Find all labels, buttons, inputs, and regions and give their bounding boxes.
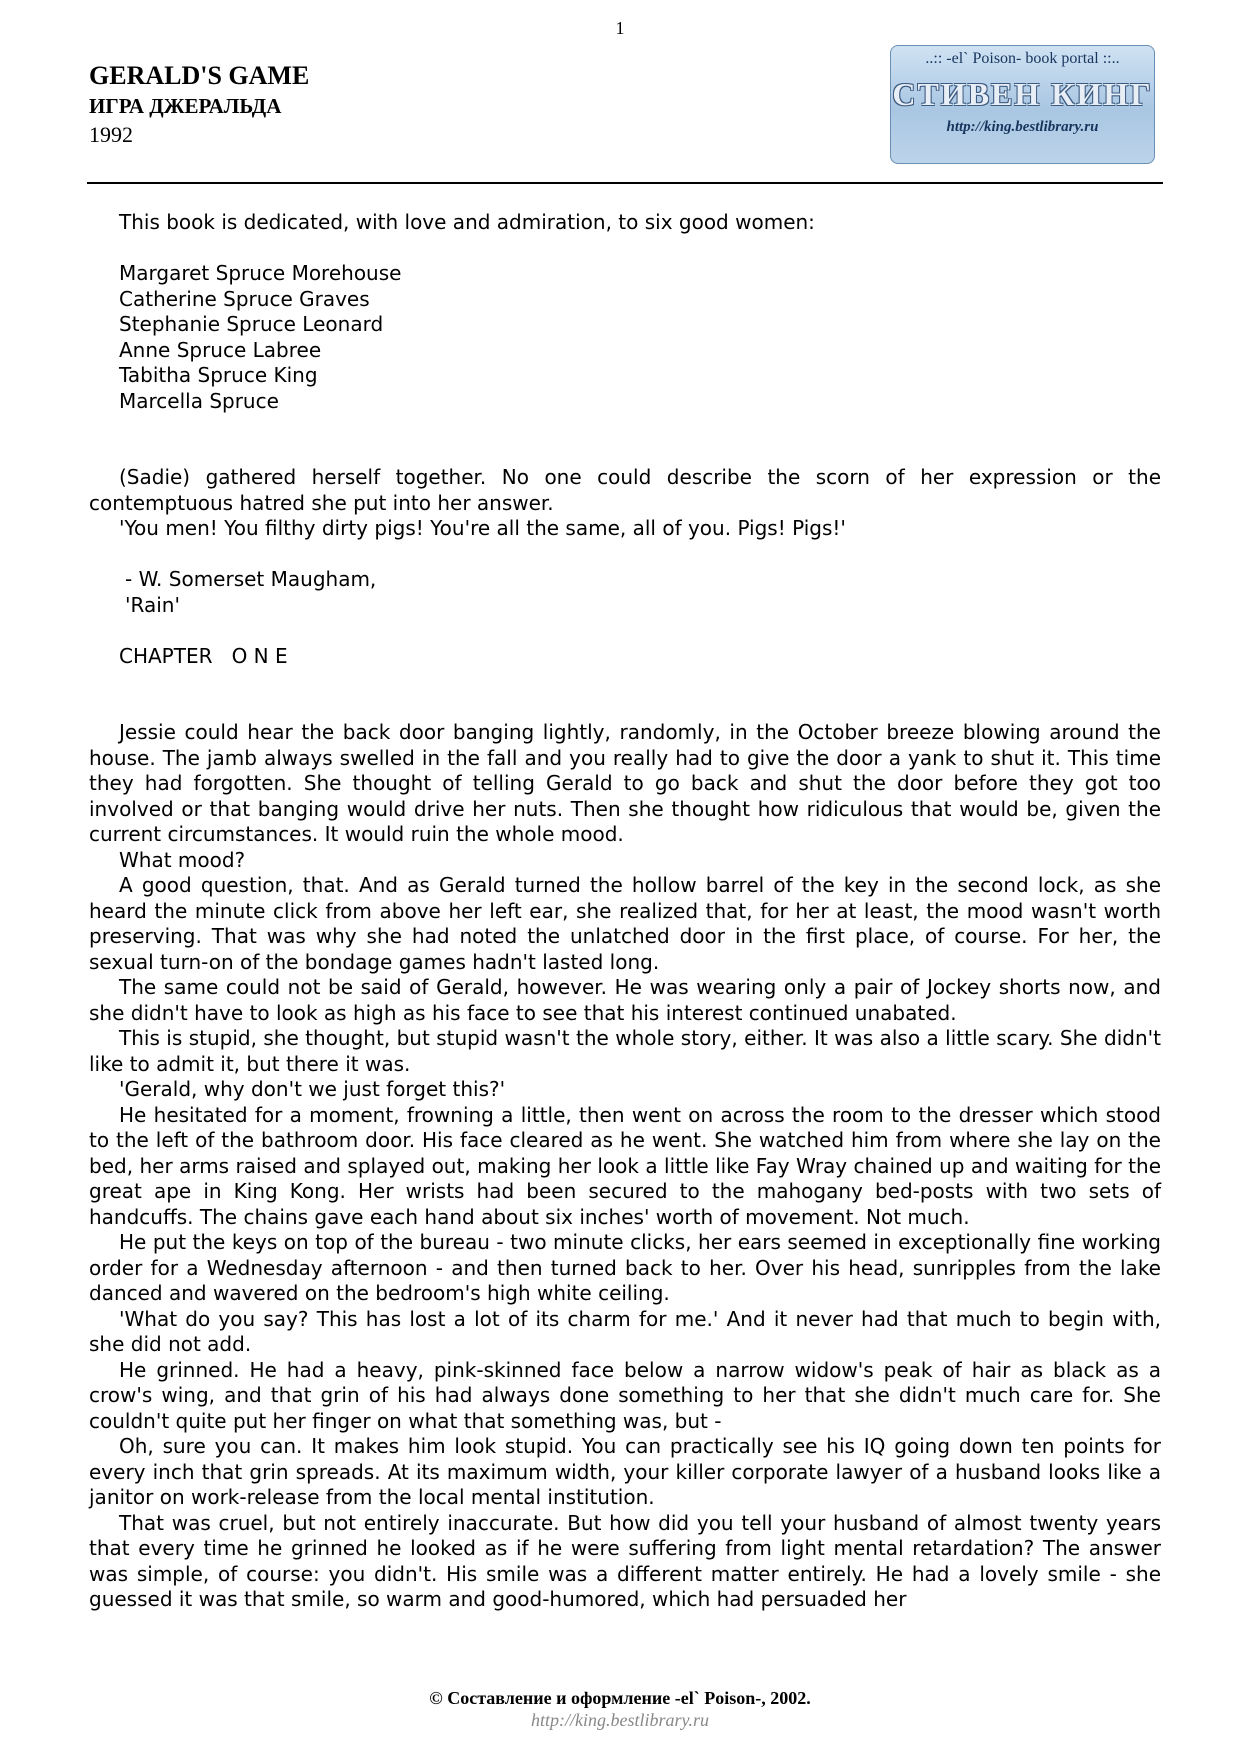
chapter-heading: CHAPTER O N E <box>119 643 288 668</box>
epigraph-quote: 'You men! You filthy dirty pigs! You're all the same, all of you. Pigs! Pigs!' <box>119 516 846 540</box>
body-paragraph: He grinned. He had a heavy, pink-skinned face below a narrow widow's peak of hair as black as a crow's wing, and that grin of his had always done something to her that she didn't much care for. She couldn't quite put her finger on what that something was, but - <box>89 1357 1161 1433</box>
dedication-intro: This book is dedicated, with love and admiration, to six good women: <box>119 210 815 234</box>
dedication-name: Margaret Spruce Morehouse <box>119 261 402 285</box>
dedication-name: Stephanie Spruce Leonard <box>119 312 384 336</box>
logo-url-text: http://king.bestlibrary.ru <box>946 119 1099 135</box>
spacer <box>89 542 1161 568</box>
dedication-name: Tabitha Spruce King <box>119 363 318 387</box>
epigraph-author: - W. Somerset Maugham, <box>125 567 377 591</box>
dedication-name: Marcella Spruce <box>119 388 279 413</box>
dedication-name: Catherine Spruce Graves <box>119 286 370 311</box>
page-number: 1 <box>615 18 625 38</box>
body-paragraph: 'Gerald, why don't we just forget this?' <box>119 1077 506 1101</box>
spacer <box>89 236 1161 262</box>
body-paragraph: That was cruel, but not entirely inaccurate. But how did you tell your husband of almost twenty years that every time he grinned he looked as if he were suffering from light mental retardation? The answer was simple, of course: you didn't. His smile was a different matter entirely. He had a lovely smile - she guessed it was that smile, so warm and good-humored, which had persuaded her <box>89 1510 1161 1611</box>
body-paragraph: This is stupid, she thought, but stupid wasn't the whole story, either. It was also a little scary. She didn't like to admit it, but there it was. <box>89 1026 1161 1076</box>
body-paragraph: The same could not be said of Gerald, however. He was wearing only a pair of Jockey shorts now, and she didn't have to look as high as his face to see that his interest continued unabated. <box>89 975 1161 1025</box>
footer-url[interactable]: http://king.bestlibrary.ru <box>531 1710 709 1730</box>
body-paragraph: He hesitated for a moment, frowning a little, then went on across the room to the dresser which stood to the left of the bathroom door. His face cleared as he went. She watched him from where she lay on the bed, her arms raised and splayed out, making her look a little like Fay Wray chained up and waiting for the great ape in King Kong. Her wrists had been secured to the mahogany bed-posts with two sets of handcuffs. The chains gave each hand about six inches' worth of movement. Not much. <box>89 1102 1161 1229</box>
body-paragraph: Oh, sure you can. It makes him look stupid. You can practically see his IQ going down ten points for every inch that grin spreads. At its maximum width, your killer corporate lawyer of a husband looks like a janitor on work-release from the local mental institution. <box>89 1434 1161 1509</box>
header-divider <box>87 182 1163 184</box>
epigraph-work: 'Rain' <box>125 592 180 617</box>
logo-portal-text: ..:: -el` Poison- book portal ::.. <box>925 50 1120 67</box>
dedication-name: Anne Spruce Labree <box>119 337 322 362</box>
spacer <box>89 618 1161 644</box>
body-paragraph: Jessie could hear the back door banging lightly, randomly, in the October breeze blowing around the house. The jamb always swelled in the fall and you really had to give the door a yank to shut it. This time they had forgotten. She thought of telling Gerald to go back and shut the door before they got too involved or that banging would drive her nuts. Then she thought how ridiculous that would be, given the current circumstances. It would ruin the whole mood. <box>89 720 1161 846</box>
book-portal-logo[interactable] <box>890 45 1155 164</box>
footer-copyright: © Составление и оформление -el` Poison-, 2002. <box>429 1688 811 1708</box>
body-paragraph: 'What do you say? This has lost a lot of its charm for me.' And it never had that much to begin with, she did not add. <box>89 1306 1161 1356</box>
logo-author-text: СТИВЕН КИНГ <box>892 76 1153 112</box>
book-header <box>89 60 309 150</box>
body-paragraph: What mood? <box>119 847 246 872</box>
spacer <box>89 414 1161 465</box>
spacer <box>89 669 1161 720</box>
body-paragraph: A good question, that. And as Gerald turned the hollow barrel of the key in the second lock, as she heard the minute click from above her left ear, she realized that, for her at least, the mood wasn't worth preserving. That was why she had noted the unlatched door in the first place, of course. For her, the sexual turn-on of the bondage games hadn't lasted long. <box>89 873 1161 974</box>
book-title-en: GERALD'S GAME <box>89 61 310 90</box>
body-paragraph: He put the keys on top of the bureau - two minute clicks, her ears seemed in exceptionally fine working order for a Wednesday afternoon - and then turned back to her. Over his head, sunripples from the lake danced and wavered on the bedroom's high white ceiling. <box>89 1230 1161 1305</box>
publication-year: 1992 <box>89 122 133 147</box>
page-content <box>89 210 1161 1613</box>
book-title-ru: ИГРА ДЖЕРАЛЬДА <box>89 94 282 118</box>
page-footer <box>0 1687 1240 1731</box>
epigraph-paragraph: (Sadie) gathered herself together. No one could describe the scorn of her expression or the contemptuous hatred she put into her answer. <box>89 465 1161 515</box>
